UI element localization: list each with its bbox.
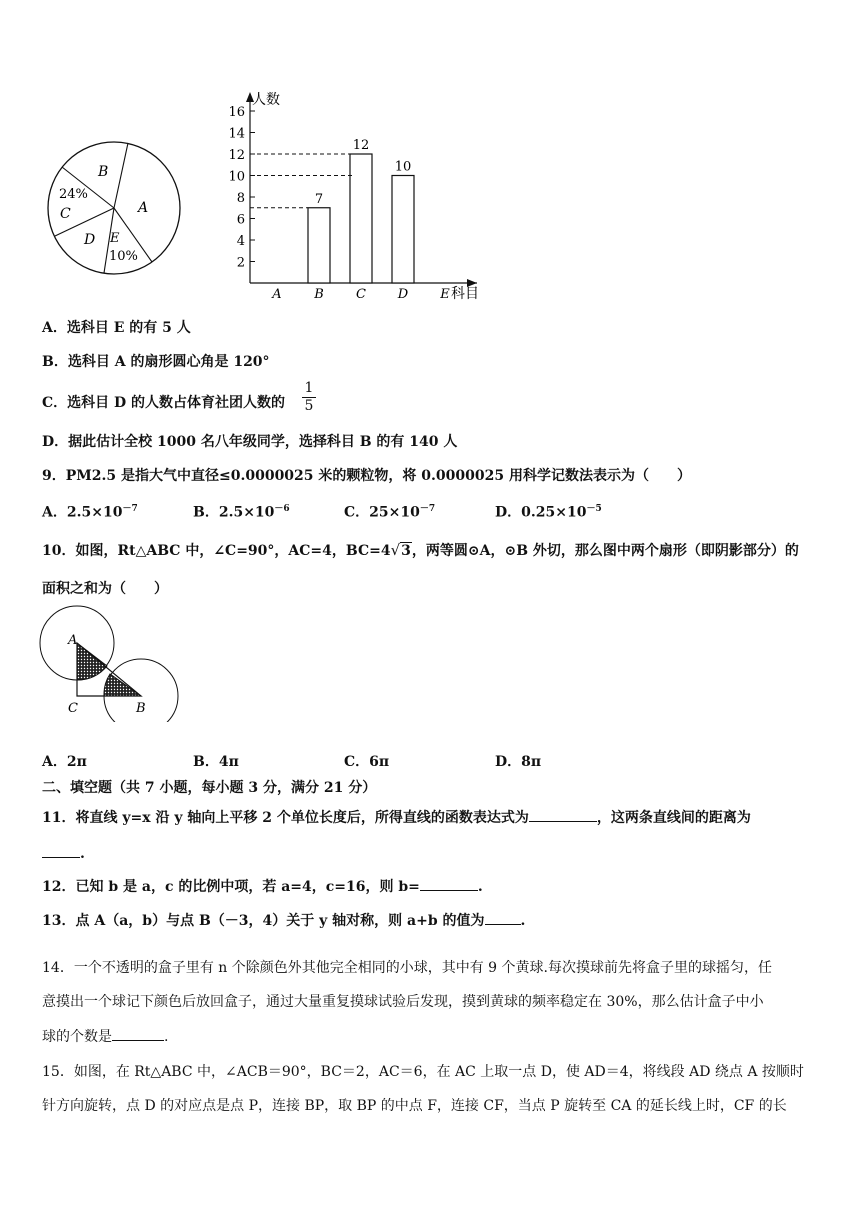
bar-chart	[215, 86, 500, 308]
q8-option-a-text: 选科目 E 的有 5 人	[66, 320, 191, 336]
y-tick-label: 2	[236, 255, 245, 271]
q14-text-c: 球的个数是	[42, 1029, 112, 1045]
bar	[308, 208, 330, 283]
q9-option-d	[495, 501, 602, 522]
q13-text-b: .	[520, 913, 526, 929]
x-axis-label: 科目	[451, 286, 479, 302]
q8-fraction	[302, 380, 316, 415]
q11-text-b: ，这两条直线间的距离为	[596, 810, 751, 826]
q10-option-a	[42, 751, 87, 771]
q15-line1: 15．如图，在 Rt△ABC 中，∠ACB＝90°，BC＝2，AC＝6，在 AC 上取一点 D，使 AD＝4，将线段 AD 绕点 A 按顺时	[42, 1064, 804, 1080]
section-heading: 二、填空题（共 7 小题，每小题 3 分，满分 21 分）	[42, 780, 377, 796]
q10-stem-line1	[42, 540, 799, 561]
fig-label-a: A	[68, 633, 78, 648]
q15-line2: 针方向旋转，点 D 的对应点是点 P，连接 BP，取 BP 的中点 F，连接 CF，当点 P 旋转至 CA 的延长线上时，CF 的长	[42, 1098, 787, 1114]
q9-option-a	[42, 501, 138, 522]
bar-data-label: 12	[352, 138, 370, 153]
q10-option-c-text: 6π	[369, 754, 390, 770]
y-axis-label: 人数	[252, 92, 280, 108]
pie-label-e: E	[110, 231, 120, 246]
q14-line3	[42, 1026, 168, 1047]
q9-option-c-base: 25×10	[369, 504, 420, 521]
q9-option-b	[193, 501, 290, 522]
sqrt-value: 3	[401, 543, 411, 559]
q9-stem: 9．PM2.5 是指大气中直径≤0.0000025 米的颗粒物，将 0.0000025 用科学记数法表示为（ ）	[42, 468, 691, 484]
q9-option-c	[344, 501, 435, 522]
q11-text-c: .	[80, 846, 85, 862]
x-tick-label: E	[440, 287, 450, 302]
q9-option-c-letter: C．	[344, 504, 370, 521]
x-tick-label: B	[314, 287, 324, 302]
q8-option-c	[42, 393, 285, 413]
q10-figure	[38, 604, 188, 722]
x-tick-label: D	[397, 287, 409, 302]
q12-text-a: 12．已知 b 是 a，c 的比例中项，若 a=4，c=16，则 b=	[42, 879, 420, 895]
q10-option-c-letter: C．	[344, 754, 370, 770]
fig-label-b: B	[136, 701, 146, 716]
q8-option-a	[42, 318, 191, 338]
x-tick-label: A	[272, 287, 282, 302]
q8-option-c-text: 选科目 D 的人数占体育社团人数的	[67, 395, 286, 411]
q10-option-b	[193, 751, 239, 771]
q8-option-d	[42, 432, 457, 452]
q12-line	[42, 876, 483, 897]
pie-pct-e: 10%	[109, 249, 138, 264]
x-tick-label: C	[356, 287, 366, 302]
pie-label-c: C	[60, 206, 71, 222]
q8-option-c-letter: C．	[42, 395, 68, 411]
q14-line1: 14．一个不透明的盒子里有 n 个除颜色外其他完全相同的小球，其中有 9 个黄球.每次摸球前先将盒子里的球摇匀，任	[42, 960, 772, 976]
bar-data-label: 7	[314, 191, 324, 207]
q9-option-b-exponent: －6	[274, 504, 290, 514]
y-tick-label: 14	[228, 126, 245, 142]
q11-line1	[42, 807, 751, 828]
q9-option-d-exponent: －5	[586, 504, 602, 514]
q10-option-d-text: 8π	[521, 754, 542, 770]
q9-option-a-exponent: －7	[122, 504, 138, 514]
q14-blank[interactable]	[112, 1026, 164, 1041]
q14-line2: 意摸出一个球记下颜色后放回盒子，通过大量重复摸球试验后发现，摸到黄球的频率稳定在 30%，那么估计盒子中小	[42, 994, 764, 1010]
q9-option-d-base: 0.25×10	[521, 504, 587, 521]
pie-pct-c: 24%	[59, 187, 88, 202]
q10-stem-b: ，两等圆⊙A，⊙B 外切，那么图中两个扇形（即阴影部分）的	[411, 543, 799, 559]
q10-option-b-letter: B．	[193, 754, 219, 770]
q10-stem-line2: 面积之和为（ ）	[42, 581, 168, 597]
y-tick-label: 6	[236, 212, 245, 228]
q10-option-c	[344, 751, 389, 771]
q10-option-d	[495, 751, 541, 771]
bar-data-label: 10	[394, 159, 412, 175]
q11-blank-2[interactable]	[42, 843, 80, 858]
y-tick-label: 4	[236, 234, 245, 249]
q8-option-d-letter: D．	[42, 434, 69, 450]
q10-option-b-text: 4π	[218, 754, 239, 770]
q8-option-b-text: 选科目 A 的扇形圆心角是 120°	[67, 354, 270, 370]
q13-text-a: 13．点 A（a，b）与点 B（－3，4）关于 y 轴对称，则 a+b 的值为	[42, 913, 485, 929]
q11-text-a: 11．将直线 y=x 沿 y 轴向上平移 2 个单位长度后，所得直线的函数表达式为	[42, 810, 529, 826]
q8-option-b-letter: B．	[42, 354, 68, 370]
pie-label-d: D	[84, 232, 96, 248]
q10-option-a-letter: A．	[42, 754, 67, 770]
fraction-numerator: 1	[302, 380, 316, 398]
q9-option-b-letter: B．	[193, 504, 219, 521]
q14-text-d: .	[164, 1029, 169, 1045]
sqrt-sign: √	[390, 541, 401, 559]
q9-option-b-base: 2.5×10	[218, 504, 275, 521]
q10-option-a-text: 2π	[66, 754, 87, 770]
q11-blank-1[interactable]	[529, 807, 597, 822]
q10-stem-a: 10．如图，Rt△ABC 中，∠C=90°，AC=4，BC=4	[42, 543, 391, 559]
q12-text-b: .	[477, 879, 483, 895]
q13-blank[interactable]	[485, 910, 521, 925]
q13-line	[42, 910, 525, 931]
q9-option-c-exponent: －7	[419, 504, 436, 514]
pie-chart	[40, 132, 190, 282]
y-tick-label: 8	[236, 191, 245, 206]
q9-option-a-letter: A．	[42, 504, 67, 521]
q8-option-d-text: 据此估计全校 1000 名八年级同学，选择科目 B 的有 140 人	[68, 434, 458, 450]
pie-label-a: A	[138, 200, 149, 216]
y-tick-label: 16	[228, 105, 245, 120]
fraction-denominator: 5	[304, 398, 314, 414]
q8-option-a-letter: A．	[42, 320, 67, 336]
q9-option-d-letter: D．	[495, 504, 522, 521]
q11-line2	[42, 843, 85, 864]
fig-label-c: C	[68, 701, 78, 716]
y-tick-label: 10	[228, 169, 245, 185]
q9-option-a-base: 2.5×10	[66, 504, 123, 521]
q12-blank[interactable]	[420, 876, 478, 891]
q10-option-d-letter: D．	[495, 754, 522, 770]
y-tick-label: 12	[228, 148, 245, 163]
bar	[392, 176, 414, 284]
q8-option-b	[42, 352, 270, 372]
pie-label-b: B	[98, 164, 109, 180]
bar	[350, 154, 372, 283]
